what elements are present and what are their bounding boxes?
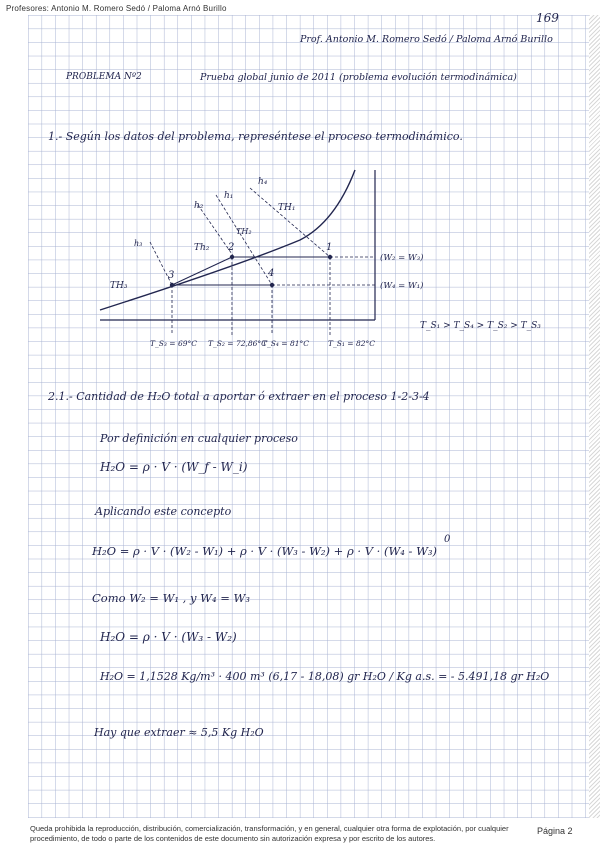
label-th2: TH₂ — [236, 227, 252, 236]
point-3 — [170, 283, 174, 287]
label-th3: TH₃ — [110, 281, 128, 291]
superscript-zero: 0 — [444, 534, 451, 545]
temperature-inequality: T_S₁ > T_S₄ > T_S₂ > T_S₃ — [420, 321, 541, 331]
handwritten-authors: Prof. Antonio M. Romero Sedó / Paloma Arnó Burillo — [300, 34, 553, 45]
label-point-2: 2 — [228, 242, 235, 253]
point-4 — [270, 283, 274, 287]
label-th2-lower: Th₂ — [194, 243, 210, 253]
point-1 — [328, 255, 332, 259]
section-2-title: 2.1.- Cantidad de H₂O total a aportar ó extraer en el proceso 1-2-3-4 — [48, 390, 430, 403]
definition-line: Por definición en cualquier proceso — [100, 432, 298, 445]
label-w-lower: (W₄ = W₁) — [380, 281, 424, 291]
professors-header: Profesores: Antonio M. Romero Sedó / Paloma Arnó Burillo — [6, 4, 227, 13]
conclusion-line: Hay que extraer ≈ 5,5 Kg H₂O — [94, 726, 264, 739]
page-number: Página 2 — [537, 826, 573, 836]
right-edge-hatching — [589, 15, 600, 818]
label-w-upper: (W₂ = W₃) — [380, 253, 424, 263]
psychrometric-diagram — [90, 170, 541, 355]
label-h3: h₃ — [134, 239, 143, 248]
label-point-3: 3 — [168, 270, 175, 281]
point-2 — [230, 255, 234, 259]
label-th1: TH₁ — [278, 203, 296, 213]
exam-title: Prueba global junio de 2011 (problema evolución termodinámica) — [200, 72, 517, 83]
label-point-4: 4 — [268, 268, 275, 279]
condition-line: Como W₂ = W₁ , y W₄ = W₃ — [92, 591, 250, 605]
applying-line: Aplicando este concepto — [95, 505, 232, 518]
label-ts4: T_S₄ = 81°C — [262, 339, 309, 348]
label-ts3: T_S₃ = 69°C — [150, 339, 197, 348]
label-point-1: 1 — [326, 242, 333, 253]
section-1-title: 1.- Según los datos del problema, represéntese el proceso termodinámico. — [48, 130, 463, 143]
enthalpy-line-h1 — [216, 195, 275, 285]
label-h2: h₂ — [194, 201, 204, 211]
label-h4: h₄ — [258, 177, 268, 187]
formula-expanded: H₂O = ρ · V · (W₂ - W₁) + ρ · V · (W₃ - W₂) + ρ · V · (W₄ - W₃) — [92, 544, 437, 558]
label-ts1: T_S₁ = 82°C — [328, 339, 375, 348]
formula-numeric: H₂O = 1,1528 Kg/m³ · 400 m³ (6,17 - 18,08) gr H₂O / Kg a.s. = - 5.491,18 gr H₂O — [100, 670, 550, 683]
page-folio: 169 — [536, 11, 559, 25]
legal-notice-footer: Queda prohibida la reproducción, distribución, comercialización, transformación, y en general, cualquier otra forma de explotación, por cualquier procedimiento, de todo o parte de los contenidos de este documento sin autorización expresa y por escrito de los autores. — [30, 824, 509, 843]
label-ts2: T_S₂ = 72,86°C — [208, 339, 267, 348]
process-line-3-2 — [172, 257, 232, 285]
enthalpy-line-h4 — [250, 188, 333, 257]
problem-label: PROBLEMA Nº2 — [66, 72, 142, 82]
formula-general: H₂O = ρ · V · (W_f - W_i) — [100, 460, 248, 474]
formula-simplified: H₂O = ρ · V · (W₃ - W₂) — [100, 630, 237, 644]
label-h1: h₁ — [224, 191, 234, 201]
